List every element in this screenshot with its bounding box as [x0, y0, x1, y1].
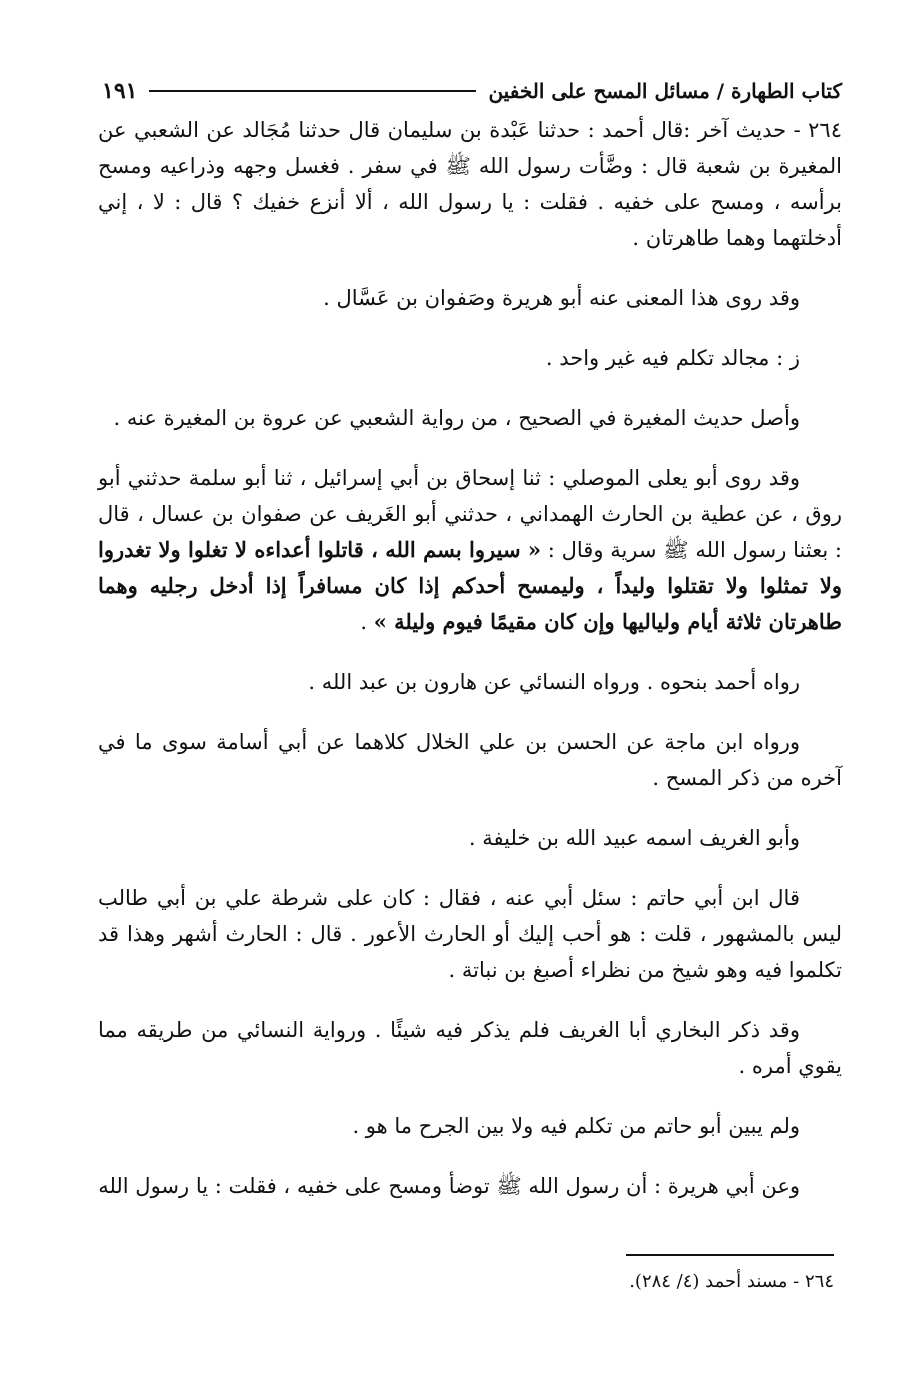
paragraph-text: قال ابن أبي حاتم : سئل أبي عنه ، فقال : كان على شرطة علي بن أبي طالب ليس بالمشهور ، قلت : هو أحب إليك أو الحارث الأعور . قال : الحارث أشهر وهذا قد تكلموا فيه وهو شيخ من نظراء أصبغ بن نباتة .: [98, 886, 842, 982]
paragraph-text: وقد روى هذا المعنى عنه أبو هريرة وصَفوان بن عَسَّال .: [323, 286, 800, 310]
paragraph-hadith-264: [98, 112, 842, 256]
footnote-text: ٢٦٤ - مسند أحمد (٤/ ٢٨٤).: [629, 1271, 834, 1292]
footnote-rule: [626, 1254, 834, 1256]
paragraph: [98, 664, 842, 700]
paragraph-tail: .: [360, 610, 374, 634]
paragraph: [98, 400, 842, 436]
footnote: [400, 1268, 834, 1296]
paragraph: [98, 1168, 842, 1204]
paragraph-text: وقد ذكر البخاري أبا الغريف فلم يذكر فيه شيئًا . ورواية النسائي من طريقه مما يقوي أمره .: [98, 1018, 842, 1078]
paragraph: [98, 1012, 842, 1084]
paragraph: [98, 1108, 842, 1144]
paragraph-text: رواه أحمد بنحوه . ورواه النسائي عن هارون بن عبد الله .: [308, 670, 800, 694]
paragraph-text: ٢٦٤ - حديث آخر :قال أحمد : حدثنا عَبْدة بن سليمان قال حدثنا مُجَالد عن الشعبي عن المغيرة بن شعبة قال : وضَّأت رسول الله ﷺ في سفر . فغسل وجهه وذراعيه ومسح برأسه ، ومسح على خفيه . فقلت : يا رسول الله ، ألا أنزع خفيك ؟ قال : لا ، إني أدخلتهما وهما طاهرتان .: [98, 118, 842, 250]
paragraph-text: ولم يبين أبو حاتم من تكلم فيه ولا بين الجرح ما هو .: [352, 1114, 800, 1138]
page-number: ١٩١: [102, 78, 138, 104]
paragraph-text: ورواه ابن ماجة عن الحسن بن علي الخلال كلاهما عن أبي أسامة سوى ما في آخره من ذكر المسح .: [98, 730, 842, 790]
running-title: كتاب الطهارة / مسائل المسح على الخفين: [488, 79, 842, 103]
paragraph: [98, 460, 842, 640]
paragraph-text: وأبو الغريف اسمه عبيد الله بن خليفة .: [468, 826, 800, 850]
header-rule: [149, 90, 476, 92]
paragraph-text: وعن أبي هريرة : أن رسول الله ﷺ توضأ ومسح على خفيه ، فقلت : يا رسول الله: [98, 1174, 800, 1198]
paragraph: [98, 340, 842, 376]
paragraph-text: وقد روى أبو يعلى الموصلي : ثنا إسحاق بن أبي إسرائيل ، ثنا أبو سلمة حدثني أبو روق ، عن عطية بن الحارث الهمداني ، حدثني أبو الغَريف عن صفوان بن عسال ، قال : بعثنا رسول الله ﷺ سرية وقال :: [98, 466, 842, 562]
page-header: [102, 74, 842, 108]
paragraph: [98, 280, 842, 316]
paragraph: [98, 724, 842, 796]
hadith-quote: « سيروا بسم الله ، قاتلوا أعداءه لا تغلوا ولا تغدروا ولا تمثلوا ولا تقتلوا وليداً ، وليمسح أحدكم إذا كان مسافراً إذا أدخل رجليه وهما طاهرتان ثلاثة أيام ولياليها وإن كان مقيمًا فيوم وليلة »: [98, 537, 842, 634]
main-text: [98, 112, 842, 1228]
paragraph: [98, 820, 842, 856]
paragraph-text: ز : مجالد تكلم فيه غير واحد .: [545, 346, 800, 370]
paragraph-text: وأصل حديث المغيرة في الصحيح ، من رواية الشعبي عن عروة بن المغيرة عنه .: [113, 406, 800, 430]
paragraph: [98, 880, 842, 988]
